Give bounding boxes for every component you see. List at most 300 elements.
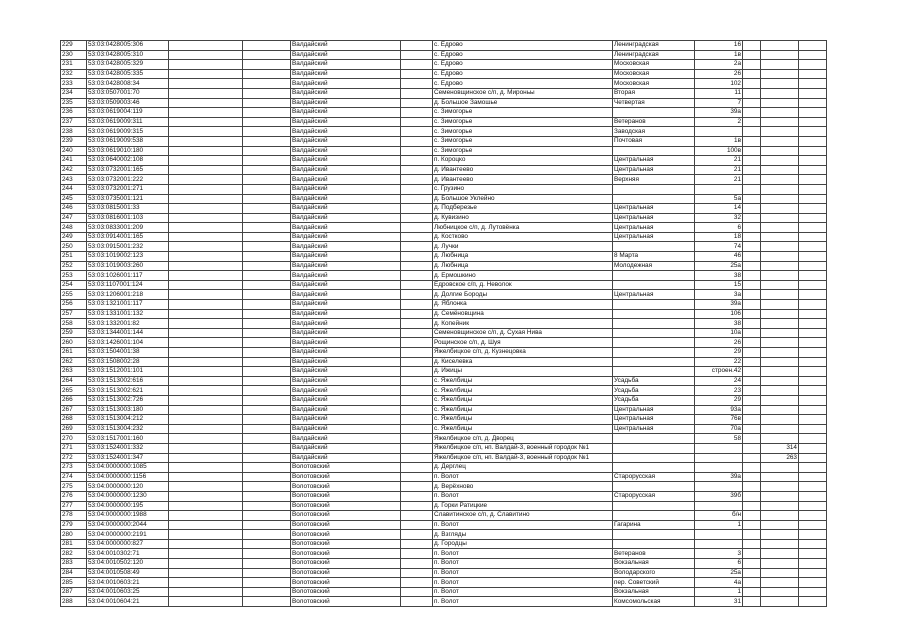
empty-cell — [169, 60, 243, 70]
empty-cell — [243, 434, 291, 444]
house-number-cell: 7 — [695, 98, 743, 108]
cadastral-number: 53:03:1426001:104 — [87, 338, 169, 348]
empty-cell — [799, 578, 827, 588]
table-row — [61, 184, 827, 194]
row-number: 260 — [61, 338, 87, 348]
empty-cell — [243, 88, 291, 98]
cadastral-number: 53:03:0428005:329 — [87, 60, 169, 70]
empty-cell — [799, 261, 827, 271]
empty-cell — [799, 146, 827, 156]
locality-cell: д. Копейник — [433, 319, 613, 329]
empty-cell — [401, 41, 433, 51]
empty-cell — [743, 280, 761, 290]
house-number-cell — [695, 482, 743, 492]
row-number: 285 — [61, 578, 87, 588]
empty-cell — [169, 424, 243, 434]
empty-cell — [243, 511, 291, 521]
district-cell: Валдайский — [291, 405, 401, 415]
locality-cell: с. Зимогорье — [433, 146, 613, 156]
street-cell — [613, 539, 695, 549]
area-cell — [761, 242, 799, 252]
empty-cell — [799, 319, 827, 329]
district-cell: Волотовский — [291, 587, 401, 597]
empty-cell — [401, 79, 433, 89]
empty-cell — [401, 463, 433, 473]
empty-cell — [169, 415, 243, 425]
empty-cell — [169, 290, 243, 300]
district-cell: Валдайский — [291, 348, 401, 358]
locality-cell: д. Городцы — [433, 539, 613, 549]
street-cell: Московская — [613, 79, 695, 89]
street-cell — [613, 530, 695, 540]
cadastral-number: 53:04:0000000:120 — [87, 482, 169, 492]
empty-cell — [799, 376, 827, 386]
house-number-cell: 3 — [695, 549, 743, 559]
district-cell: Валдайский — [291, 88, 401, 98]
table-row — [61, 376, 827, 386]
empty-cell — [169, 443, 243, 453]
district-cell: Волотовский — [291, 578, 401, 588]
street-cell: Заводская — [613, 127, 695, 137]
area-cell — [761, 511, 799, 521]
row-number: 266 — [61, 395, 87, 405]
table-row — [61, 261, 827, 271]
district-cell: Валдайский — [291, 395, 401, 405]
empty-cell — [243, 367, 291, 377]
empty-cell — [743, 597, 761, 607]
area-cell — [761, 482, 799, 492]
locality-cell: Яжелбицкое с/п, нп. Валдай-3, военный городок №1 — [433, 453, 613, 463]
cadastral-number: 53:04:0000000:1085 — [87, 463, 169, 473]
empty-cell — [743, 252, 761, 262]
table-row — [61, 60, 827, 70]
house-number-cell: 38 — [695, 319, 743, 329]
area-cell — [761, 386, 799, 396]
empty-cell — [799, 472, 827, 482]
empty-cell — [169, 108, 243, 118]
area-cell — [761, 146, 799, 156]
locality-cell: с. Зимогорье — [433, 127, 613, 137]
row-number: 255 — [61, 290, 87, 300]
table-row — [61, 88, 827, 98]
empty-cell — [799, 175, 827, 185]
row-number: 238 — [61, 127, 87, 137]
empty-cell — [243, 453, 291, 463]
empty-cell — [243, 290, 291, 300]
street-cell — [613, 511, 695, 521]
district-cell: Волотовский — [291, 463, 401, 473]
locality-cell: с. Зимогорье — [433, 108, 613, 118]
empty-cell — [169, 357, 243, 367]
district-cell: Волотовский — [291, 482, 401, 492]
house-number-cell: 25а — [695, 568, 743, 578]
row-number: 237 — [61, 117, 87, 127]
locality-cell: с. Едрово — [433, 41, 613, 51]
empty-cell — [401, 136, 433, 146]
empty-cell — [799, 79, 827, 89]
empty-cell — [799, 69, 827, 79]
empty-cell — [743, 242, 761, 252]
house-number-cell: 1в — [695, 136, 743, 146]
empty-cell — [169, 539, 243, 549]
empty-cell — [799, 549, 827, 559]
area-cell — [761, 88, 799, 98]
empty-cell — [243, 146, 291, 156]
empty-cell — [401, 578, 433, 588]
house-number-cell: 106 — [695, 309, 743, 319]
cadastral-number: 53:03:0509003:46 — [87, 98, 169, 108]
locality-cell: Семеновщинское с/п, д. Сухая Нива — [433, 328, 613, 338]
area-cell — [761, 395, 799, 405]
table-row — [61, 50, 827, 60]
table-row — [61, 559, 827, 569]
table-row — [61, 165, 827, 175]
cadastral-number: 53:03:1513003:180 — [87, 405, 169, 415]
cadastral-number: 53:04:0000000:1156 — [87, 472, 169, 482]
street-cell — [613, 338, 695, 348]
empty-cell — [401, 175, 433, 185]
street-cell: Четвертая — [613, 98, 695, 108]
row-number: 277 — [61, 501, 87, 511]
empty-cell — [169, 242, 243, 252]
empty-cell — [743, 204, 761, 214]
area-cell — [761, 136, 799, 146]
empty-cell — [169, 88, 243, 98]
cadastral-number: 53:04:0010604:21 — [87, 597, 169, 607]
cadastral-number: 53:03:0816001:103 — [87, 213, 169, 223]
locality-cell: п. Волот — [433, 578, 613, 588]
locality-cell: Едровское с/п, д. Неволок — [433, 280, 613, 290]
empty-cell — [743, 424, 761, 434]
district-cell: Валдайский — [291, 328, 401, 338]
cadastral-number: 53:04:0000000:1988 — [87, 511, 169, 521]
empty-cell — [799, 434, 827, 444]
empty-cell — [169, 117, 243, 127]
locality-cell: д. Подберезье — [433, 204, 613, 214]
empty-cell — [401, 88, 433, 98]
house-number-cell: 39а — [695, 108, 743, 118]
district-cell: Валдайский — [291, 136, 401, 146]
table-row — [61, 338, 827, 348]
empty-cell — [243, 539, 291, 549]
area-cell — [761, 405, 799, 415]
district-cell: Валдайский — [291, 60, 401, 70]
empty-cell — [401, 511, 433, 521]
empty-cell — [743, 367, 761, 377]
district-cell: Валдайский — [291, 242, 401, 252]
street-cell: Старорусская — [613, 491, 695, 501]
cadastral-number: 53:04:0010603:21 — [87, 578, 169, 588]
row-number: 261 — [61, 348, 87, 358]
street-cell: Молодежная — [613, 261, 695, 271]
table-row — [61, 108, 827, 118]
district-cell: Волотовский — [291, 511, 401, 521]
empty-cell — [743, 98, 761, 108]
area-cell — [761, 60, 799, 70]
district-cell: Валдайский — [291, 41, 401, 51]
empty-cell — [743, 108, 761, 118]
empty-cell — [799, 184, 827, 194]
empty-cell — [243, 549, 291, 559]
house-number-cell: 10а — [695, 328, 743, 338]
table-row — [61, 242, 827, 252]
row-number: 242 — [61, 165, 87, 175]
empty-cell — [243, 463, 291, 473]
row-number: 258 — [61, 319, 87, 329]
empty-cell — [401, 69, 433, 79]
empty-cell — [799, 127, 827, 137]
empty-cell — [243, 280, 291, 290]
row-number: 276 — [61, 491, 87, 501]
street-cell: Вокзальная — [613, 559, 695, 569]
street-cell — [613, 309, 695, 319]
table-row — [61, 300, 827, 310]
empty-cell — [799, 395, 827, 405]
cadastral-number: 53:04:0000000:827 — [87, 539, 169, 549]
empty-cell — [799, 88, 827, 98]
locality-cell: с. Яжелбицы — [433, 376, 613, 386]
area-cell — [761, 376, 799, 386]
house-number-cell: 3а — [695, 290, 743, 300]
empty-cell — [743, 539, 761, 549]
locality-cell: д. Киселевка — [433, 357, 613, 367]
house-number-cell: 23 — [695, 386, 743, 396]
district-cell: Валдайский — [291, 175, 401, 185]
cadastral-number: 53:03:0428005:310 — [87, 50, 169, 60]
table-row — [61, 290, 827, 300]
house-number-cell: 24 — [695, 376, 743, 386]
house-number-cell: 29 — [695, 348, 743, 358]
empty-cell — [401, 280, 433, 290]
street-cell — [613, 357, 695, 367]
empty-cell — [243, 300, 291, 310]
locality-cell: д. Костково — [433, 232, 613, 242]
area-cell — [761, 549, 799, 559]
empty-cell — [169, 386, 243, 396]
locality-cell: Любницкое с/п, д. Лутовёнка — [433, 223, 613, 233]
empty-cell — [243, 79, 291, 89]
table-row — [61, 453, 827, 463]
empty-cell — [743, 501, 761, 511]
area-cell — [761, 568, 799, 578]
locality-cell: д. Верёхново — [433, 482, 613, 492]
street-cell — [613, 482, 695, 492]
row-number: 279 — [61, 520, 87, 530]
empty-cell — [401, 252, 433, 262]
empty-cell — [169, 50, 243, 60]
district-cell: Валдайский — [291, 252, 401, 262]
locality-cell: д. Семёновщина — [433, 309, 613, 319]
locality-cell: с. Яжелбицы — [433, 405, 613, 415]
table-row — [61, 472, 827, 482]
empty-cell — [401, 491, 433, 501]
district-cell: Волотовский — [291, 472, 401, 482]
area-cell — [761, 415, 799, 425]
empty-cell — [401, 568, 433, 578]
district-cell: Валдайский — [291, 453, 401, 463]
empty-cell — [799, 271, 827, 281]
empty-cell — [243, 443, 291, 453]
district-cell: Валдайский — [291, 367, 401, 377]
empty-cell — [169, 194, 243, 204]
table-row — [61, 395, 827, 405]
district-cell: Валдайский — [291, 98, 401, 108]
locality-cell: с. Едрово — [433, 79, 613, 89]
street-cell — [613, 108, 695, 118]
area-cell — [761, 184, 799, 194]
table-row — [61, 146, 827, 156]
empty-cell — [743, 443, 761, 453]
area-cell — [761, 108, 799, 118]
empty-cell — [401, 223, 433, 233]
table-row — [61, 117, 827, 127]
row-number: 250 — [61, 242, 87, 252]
empty-cell — [243, 261, 291, 271]
empty-cell — [743, 405, 761, 415]
area-cell — [761, 357, 799, 367]
table-row — [61, 367, 827, 377]
street-cell — [613, 242, 695, 252]
street-cell: Усадьба — [613, 395, 695, 405]
house-number-cell: 14 — [695, 204, 743, 214]
locality-cell: д. Ижицы — [433, 367, 613, 377]
cadastral-number: 53:03:1321001:117 — [87, 300, 169, 310]
empty-cell — [401, 194, 433, 204]
register-table — [60, 40, 827, 607]
cadastral-number: 53:03:0815001:33 — [87, 204, 169, 214]
locality-cell: Славитинское с/п, д. Славитино — [433, 511, 613, 521]
locality-cell: Рощинское с/п, д. Шуя — [433, 338, 613, 348]
empty-cell — [243, 69, 291, 79]
cadastral-number: 53:03:0735001:121 — [87, 194, 169, 204]
district-cell: Валдайский — [291, 357, 401, 367]
street-cell — [613, 443, 695, 453]
house-number-cell: 2а — [695, 60, 743, 70]
empty-cell — [743, 434, 761, 444]
area-cell — [761, 261, 799, 271]
area-cell — [761, 309, 799, 319]
empty-cell — [243, 271, 291, 281]
street-cell: 8 Марта — [613, 252, 695, 262]
row-number: 244 — [61, 184, 87, 194]
district-cell: Валдайский — [291, 280, 401, 290]
district-cell: Валдайский — [291, 117, 401, 127]
empty-cell — [169, 463, 243, 473]
empty-cell — [401, 415, 433, 425]
street-cell — [613, 367, 695, 377]
empty-cell — [799, 252, 827, 262]
street-cell — [613, 319, 695, 329]
empty-cell — [799, 41, 827, 51]
empty-cell — [743, 300, 761, 310]
row-number: 264 — [61, 376, 87, 386]
empty-cell — [799, 482, 827, 492]
row-number: 283 — [61, 559, 87, 569]
empty-cell — [243, 587, 291, 597]
area-cell — [761, 520, 799, 530]
empty-cell — [799, 136, 827, 146]
empty-cell — [799, 348, 827, 358]
street-cell — [613, 501, 695, 511]
empty-cell — [743, 184, 761, 194]
empty-cell — [743, 309, 761, 319]
empty-cell — [169, 348, 243, 358]
empty-cell — [401, 117, 433, 127]
empty-cell — [799, 98, 827, 108]
table-row — [61, 328, 827, 338]
table-row — [61, 501, 827, 511]
empty-cell — [743, 520, 761, 530]
area-cell — [761, 50, 799, 60]
district-cell: Валдайский — [291, 415, 401, 425]
area-cell — [761, 491, 799, 501]
area-cell — [761, 98, 799, 108]
district-cell: Валдайский — [291, 434, 401, 444]
house-number-cell: 6 — [695, 223, 743, 233]
empty-cell — [169, 587, 243, 597]
empty-cell — [169, 501, 243, 511]
row-number: 274 — [61, 472, 87, 482]
street-cell: Ленинградская — [613, 41, 695, 51]
row-number: 267 — [61, 405, 87, 415]
empty-cell — [401, 348, 433, 358]
row-number: 240 — [61, 146, 87, 156]
table-row — [61, 491, 827, 501]
empty-cell — [169, 213, 243, 223]
area-cell: 263 — [761, 453, 799, 463]
empty-cell — [743, 348, 761, 358]
row-number: 249 — [61, 232, 87, 242]
area-cell — [761, 501, 799, 511]
empty-cell — [169, 578, 243, 588]
empty-cell — [401, 204, 433, 214]
empty-cell — [799, 117, 827, 127]
empty-cell — [243, 501, 291, 511]
row-number: 253 — [61, 271, 87, 281]
cadastral-number: 53:04:0000000:195 — [87, 501, 169, 511]
row-number: 275 — [61, 482, 87, 492]
house-number-cell — [695, 184, 743, 194]
cadastral-number: 53:03:0833001:209 — [87, 223, 169, 233]
locality-cell: с. Едрово — [433, 69, 613, 79]
table-row — [61, 386, 827, 396]
area-cell — [761, 300, 799, 310]
street-cell: Центральная — [613, 213, 695, 223]
table-row — [61, 280, 827, 290]
district-cell: Валдайский — [291, 319, 401, 329]
locality-cell: с. Яжелбицы — [433, 424, 613, 434]
street-cell — [613, 280, 695, 290]
empty-cell — [169, 232, 243, 242]
table-row — [61, 530, 827, 540]
street-cell: Ленинградская — [613, 50, 695, 60]
row-number: 265 — [61, 386, 87, 396]
empty-cell — [799, 108, 827, 118]
table-row — [61, 136, 827, 146]
empty-cell — [799, 309, 827, 319]
cadastral-number: 53:04:0000000:2044 — [87, 520, 169, 530]
area-cell — [761, 472, 799, 482]
empty-cell — [743, 578, 761, 588]
street-cell — [613, 463, 695, 473]
district-cell: Валдайский — [291, 338, 401, 348]
locality-cell: д. Яблонка — [433, 300, 613, 310]
street-cell — [613, 434, 695, 444]
cadastral-number: 53:03:1512001:101 — [87, 367, 169, 377]
empty-cell — [401, 539, 433, 549]
empty-cell — [743, 357, 761, 367]
empty-cell — [169, 252, 243, 262]
